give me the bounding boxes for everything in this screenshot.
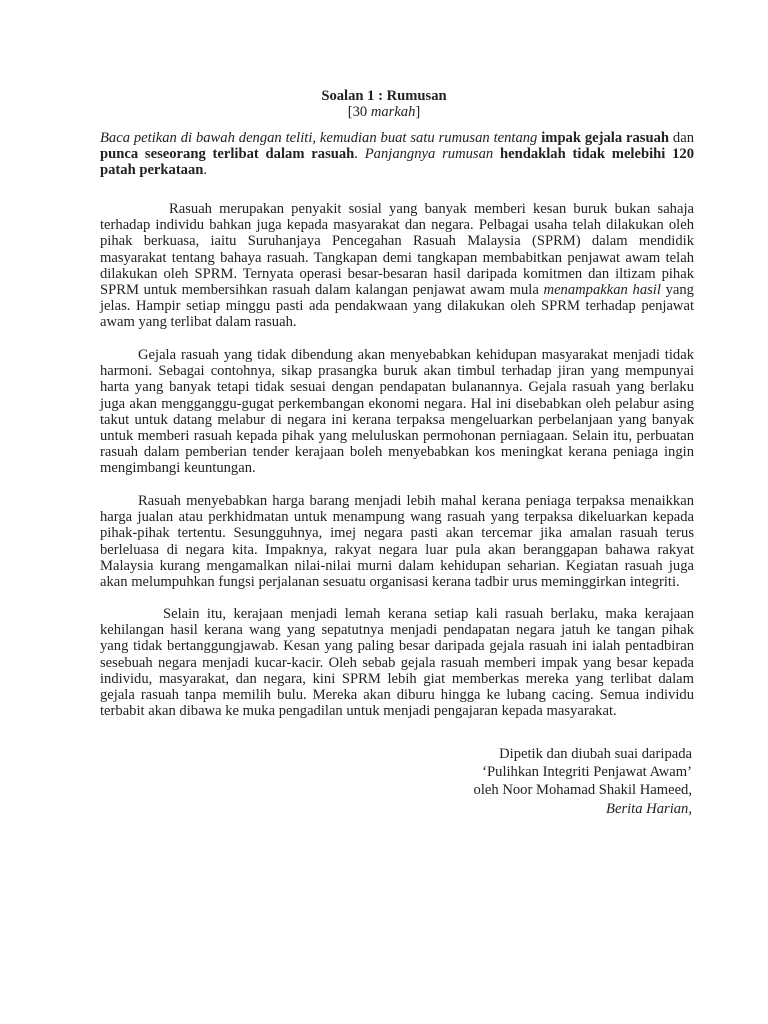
- paragraph-2-text: Gejala rasuah yang tidak dibendung akan menyebabkan kehidupan masyarakat menjadi tidak harmoni. Sebagai contohnya, sikap prasangka buruk akan timbul terhadap jiran yang mempunyai harta yang banyak tetapi tidak sesuai dengan pendapatan bulanannya. Gejala rasuah yang berlaku juga akan mengganggu-gugat perkembangan ekonomi negara. Hal ini disebabkan oleh pelabur asing takut untuk datang melabur di negara ini kerana terpaksa mengeluarkan perbelanjaan yang banyak untuk memberi rasuah kepada pihak yang meluluskan permohonan perniagaan. Selain itu, perbuatan rasuah dalam pemberian tender kerajaan boleh menyebabkan kos meningkat kerana peniaga ingin mengimbangi keuntungan.: [100, 347, 694, 477]
- source-line-3: oleh Noor Mohamad Shakil Hameed,: [473, 782, 692, 799]
- passage-paragraph-1: [100, 201, 694, 331]
- instruction-bold-cause: punca seseorang terlibat dalam rasuah: [100, 146, 355, 163]
- instruction-part-3: .: [354, 146, 365, 163]
- passage-paragraph-3: [100, 493, 694, 590]
- source-publication: Berita Harian,: [606, 800, 692, 817]
- instruction-part-2: dan: [669, 130, 694, 146]
- source-line-4: [474, 800, 692, 818]
- paragraph-1-text-a: Rasuah merupakan penyakit sosial yang banyak memberi kesan buruk bukan sahaja terhadap individu bahkan juga kepada masyarakat dan negara. Pelbagai usaha telah dilakukan oleh pihak berkuasa, iaitu Suruhanjaya Pencegahan Rasuah Malaysia (SPRM) dalam mendidik masyarakat tentang bahaya rasuah. Tangkapan demi tangkapan membabitkan penjawat awam telah dilakukan oleh SPRM. Ternyata operasi besar-besaran hasil daripada komitmen dan iltizam pihak SPRM untuk membersihkan rasuah dalam kalangan penjawat awam mula: [100, 201, 694, 299]
- paragraph-4-text: Selain itu, kerajaan menjadi lemah kerana setiap kali rasuah berlaku, maka kerajaan kehilangan hasil kerana wang yang sepatutnya menjadi pendapatan negara jatuh ke tangan pihak yang tidak bertanggungjawab. Kesan yang paling besar daripada gejala rasuah ini ialah pentadbiran sesebuah negara menjadi kucar-kacir. Oleh sebab gejala rasuah memberi impak yang besar kepada individu, masyarakat, dan negara, kini SPRM lebih giat memberkas mereka yang terlibat dalam gejala rasuah tanpa memilih bulu. Mereka akan diburu hingga ke lubang cacing. Semua individu terbabit akan dibawa ke muka pengadilan untuk menjadi pengajaran kepada masyarakat.: [100, 606, 694, 720]
- marks-label: [0, 104, 768, 120]
- instruction-part-4: Panjangnya rumusan: [364, 146, 494, 163]
- instruction-bold-impact: impak gejala rasuah: [541, 130, 670, 146]
- source-line-1: Dipetik dan diubah suai daripada: [499, 746, 692, 762]
- source-citation: [474, 745, 692, 818]
- paragraph-3-text: Rasuah menyebabkan harga barang menjadi lebih mahal kerana peniaga terpaksa menaikkan harga jualan atau perkhidmatan untuk menampung wang rasuah yang terpaksa dikeluarkan kepada pihak-pihak tertentu. Sesungguhnya, imej negara pasti akan tercemar jika amalan rasuah terus berleluasa di negara kita. Impaknya, rakyat negara luar pula akan beranggapan bahawa rakyat Malaysia kurang mengamalkan nilai-nilai murni dalam kehidupan seharian. Kegiatan rasuah juga akan melumpuhkan fungsi perjalanan sesuatu organisasi kerana tadbir urus meminggirkan integriti.: [100, 493, 694, 591]
- instruction-part-5: [493, 146, 500, 162]
- marks-open: [30: [347, 104, 371, 120]
- marks-close: ]: [415, 104, 421, 120]
- marks-word: markah: [370, 104, 416, 120]
- instruction-text: [100, 130, 694, 179]
- paragraph-1-emphasis: menampakkan hasil: [543, 282, 661, 299]
- instruction-part-6: .: [203, 162, 208, 179]
- passage-paragraph-2: [100, 347, 694, 477]
- instruction-part-1: Baca petikan di bawah dengan teliti, kemudian buat satu rumusan tentang: [100, 130, 542, 146]
- source-line-2: ‘Pulihkan Integriti Penjawat Awam’: [482, 764, 692, 781]
- instruction-bold-limit: hendaklah tidak melebihi 120 patah perkataan: [100, 146, 695, 179]
- question-title: Soalan 1 : Rumusan: [321, 88, 447, 104]
- paragraph-1-text-b: yang jelas. Hampir setiap minggu pasti ada pendakwaan yang dilakukan oleh SPRM terhadap penjawat awam yang terlibat dalam rasuah.: [100, 282, 694, 331]
- passage-paragraph-4: [100, 606, 694, 719]
